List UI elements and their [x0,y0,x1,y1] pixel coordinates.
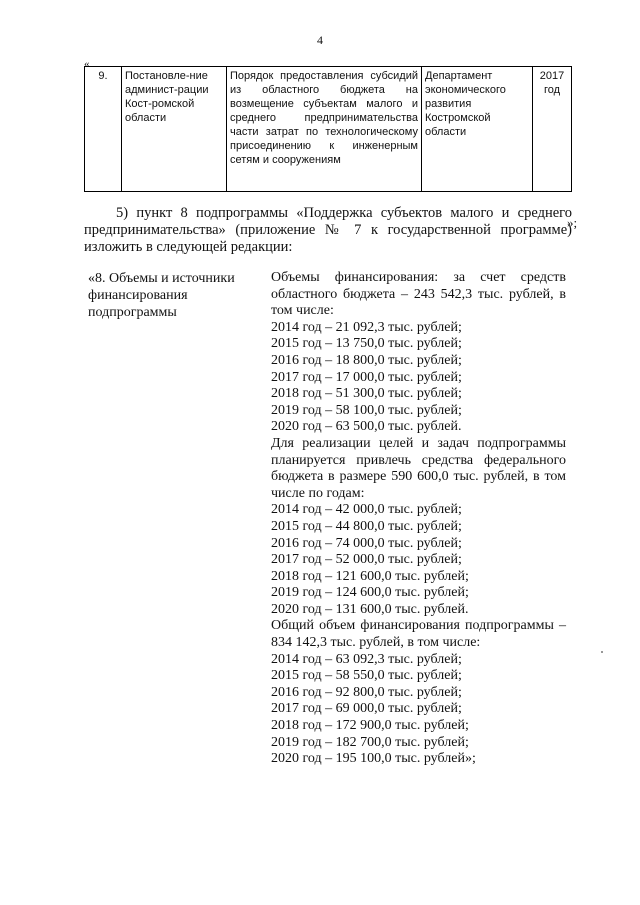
federal-budget-years [271,502,566,618]
year-line: 2017 год – 17 000,0 тыс. рублей; [271,369,462,385]
federal-budget-text: Для реализации целей и задач подпрограммы планируется привлечь средства федерального бюджета в размере 590 600,0 тыс. рублей, в том числе по годам: [271,435,566,501]
year-line: 2019 год – 124 600,0 тыс. рублей; [271,585,469,601]
year-line: 2016 год – 92 800,0 тыс. рублей; [271,684,462,700]
year-line: 2017 год – 52 000,0 тыс. рублей; [271,552,462,568]
regional-budget-text: Объемы финансирования: за счет средств областного бюджета – 243 542,3 тыс. рублей, в том числе: [271,270,566,319]
year-line: 2016 год – 74 000,0 тыс. рублей; [271,535,462,551]
year-line: 2020 год – 63 500,0 тыс. рублей. [271,419,462,435]
year-cell: 2017 год [533,67,572,192]
program-measures-table [84,66,572,192]
year-line: 2017 год – 69 000,0 тыс. рублей; [271,701,462,717]
year-line: 2019 год – 58 100,0 тыс. рублей; [271,402,462,418]
amendment-paragraph: 5) пункт 8 подпрограммы «Поддержка субъектов малого и среднего предпринимательства» (приложение № 7 к государственной программе) изложить в следующей редакции: [84,205,572,255]
year-line: 2016 год – 18 800,0 тыс. рублей; [271,352,462,368]
item-title: «8. Объемы и источники финансирования подпрограммы [88,271,235,320]
year-line: 2018 год – 172 900,0 тыс. рублей; [271,718,469,734]
document-type-cell: Постановле-ние админист-рации Кост-ромской области [122,67,227,192]
year-line: 2020 год – 131 600,0 тыс. рублей. [271,601,469,617]
total-financing-text: Общий объем финансирования подпрограммы – 834 142,3 тыс. рублей, в том числе: [271,618,566,651]
year-line: 2015 год – 13 750,0 тыс. рублей; [271,336,462,352]
year-line: 2015 год – 44 800,0 тыс. рублей; [271,518,462,534]
scan-speck [601,651,603,653]
table-open-quote: « [84,58,90,70]
department-cell: Департамент экономического развития Костромской области [422,67,533,192]
year-line: 2019 год – 182 700,0 тыс. рублей; [271,734,469,750]
year-line: 2018 год – 121 600,0 тыс. рублей; [271,568,469,584]
table-close-quote: »; [567,215,578,230]
year-line: 2020 год – 195 100,0 тыс. рублей»; [271,751,476,767]
year-line: 2015 год – 58 550,0 тыс. рублей; [271,668,462,684]
row-number-cell: 9. [85,67,122,192]
financing-details [271,270,566,768]
total-financing-years [271,652,566,768]
year-line: 2014 год – 42 000,0 тыс. рублей; [271,502,462,518]
regional-budget-years [271,320,566,436]
table-row [85,67,572,192]
year-line: 2014 год – 21 092,3 тыс. рублей; [271,319,462,335]
year-line: 2018 год – 51 300,0 тыс. рублей; [271,386,462,402]
year-line: 2014 год – 63 092,3 тыс. рублей; [271,651,462,667]
subject-cell: Порядок предоставления субсидий из областного бюджета на возмещение субъектам малого и среднего предпринимательства части затрат по технологическому присоединению к инженерным сетям и сооружениям [227,67,422,192]
page-number: 4 [317,33,323,47]
